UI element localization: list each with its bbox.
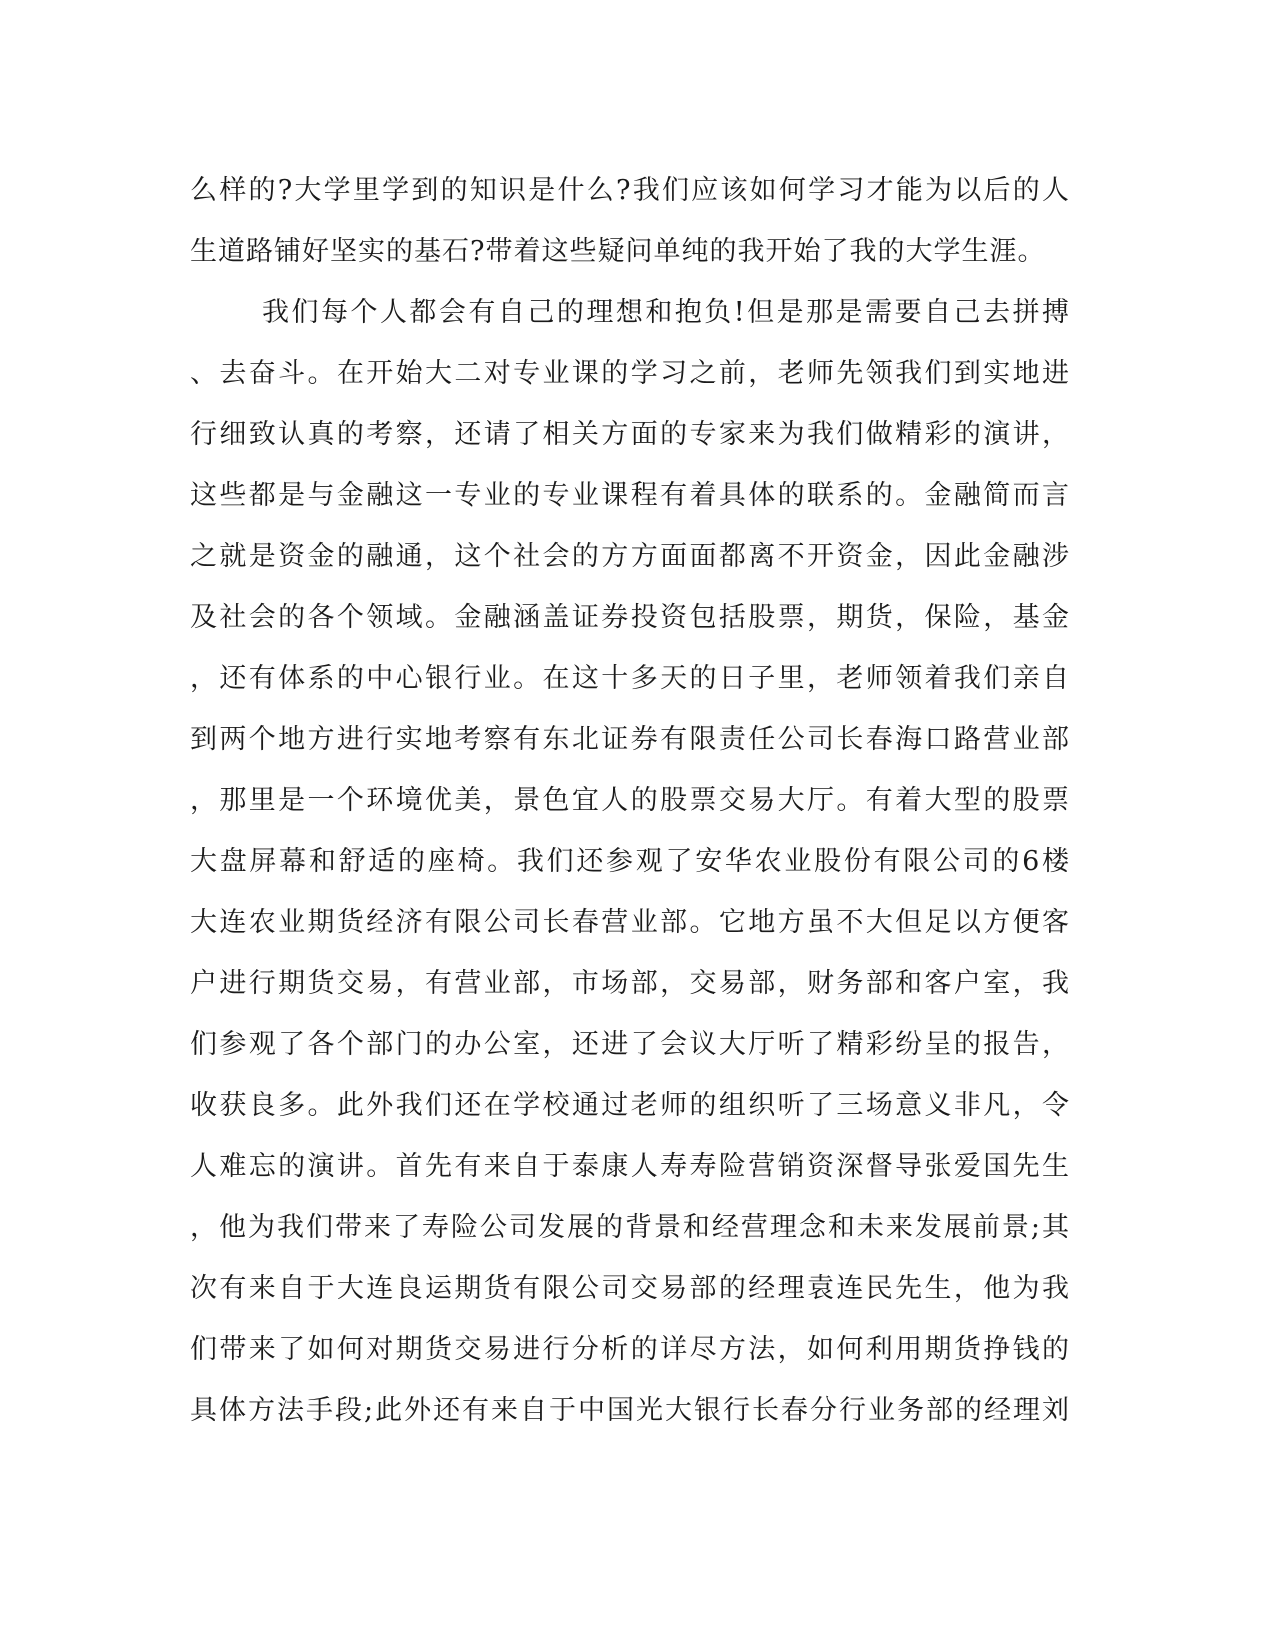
text-line: 户进行期货交易，有营业部，市场部，交易部，财务部和客户室，我	[190, 968, 1070, 999]
text-line: 行细致认真的考察，还请了相关方面的专家来为我们做精彩的演讲，	[190, 419, 1070, 450]
text-line: 人难忘的演讲。首先有来自于泰康人寿寿险营销资深督导张爱国先生	[190, 1151, 1070, 1182]
text-line: 么样的?大学里学到的知识是什么?我们应该如何学习才能为以后的人	[190, 175, 1070, 206]
text-line: 及社会的各个领域。金融涵盖证券投资包括股票，期货，保险，基金	[190, 602, 1070, 633]
text-line: 之就是资金的融通，这个社会的方方面面都离不开资金，因此金融涉	[190, 541, 1070, 572]
text-line: 具体方法手段;此外还有来自于中国光大银行长春分行业务部的经理刘	[190, 1395, 1070, 1426]
text-line: 这些都是与金融这一专业的专业课程有着具体的联系的。金融简而言	[190, 480, 1070, 511]
paragraph-first-line: 我们每个人都会有自己的理想和抱负!但是那是需要自己去拼搏	[262, 297, 1070, 328]
text-line: 生道路铺好坚实的基石?带着这些疑问单纯的我开始了我的大学生涯。	[190, 236, 1046, 267]
text-line: 们带来了如何对期货交易进行分析的详尽方法，如何利用期货挣钱的	[190, 1334, 1070, 1365]
text-line: ，那里是一个环境优美，景色宜人的股票交易大厅。有着大型的股票	[190, 785, 1070, 816]
text-line: 、去奋斗。在开始大二对专业课的学习之前，老师先领我们到实地进	[190, 358, 1070, 389]
text-line: ，还有体系的中心银行业。在这十多天的日子里，老师领着我们亲自	[190, 663, 1070, 694]
text-line: 次有来自于大连良运期货有限公司交易部的经理袁连民先生，他为我	[190, 1273, 1070, 1304]
body-text	[190, 160, 1070, 1441]
text-line: 大盘屏幕和舒适的座椅。我们还参观了安华农业股份有限公司的6楼	[190, 846, 1070, 877]
text-line: 们参观了各个部门的办公室，还进了会议大厅听了精彩纷呈的报告，	[190, 1029, 1070, 1060]
text-line: 大连农业期货经济有限公司长春营业部。它地方虽不大但足以方便客	[190, 907, 1070, 938]
text-line: ，他为我们带来了寿险公司发展的背景和经营理念和未来发展前景;其	[190, 1212, 1070, 1243]
text-line: 到两个地方进行实地考察有东北证券有限责任公司长春海口路营业部	[190, 724, 1070, 755]
text-line: 收获良多。此外我们还在学校通过老师的组织听了三场意义非凡，令	[190, 1090, 1070, 1121]
